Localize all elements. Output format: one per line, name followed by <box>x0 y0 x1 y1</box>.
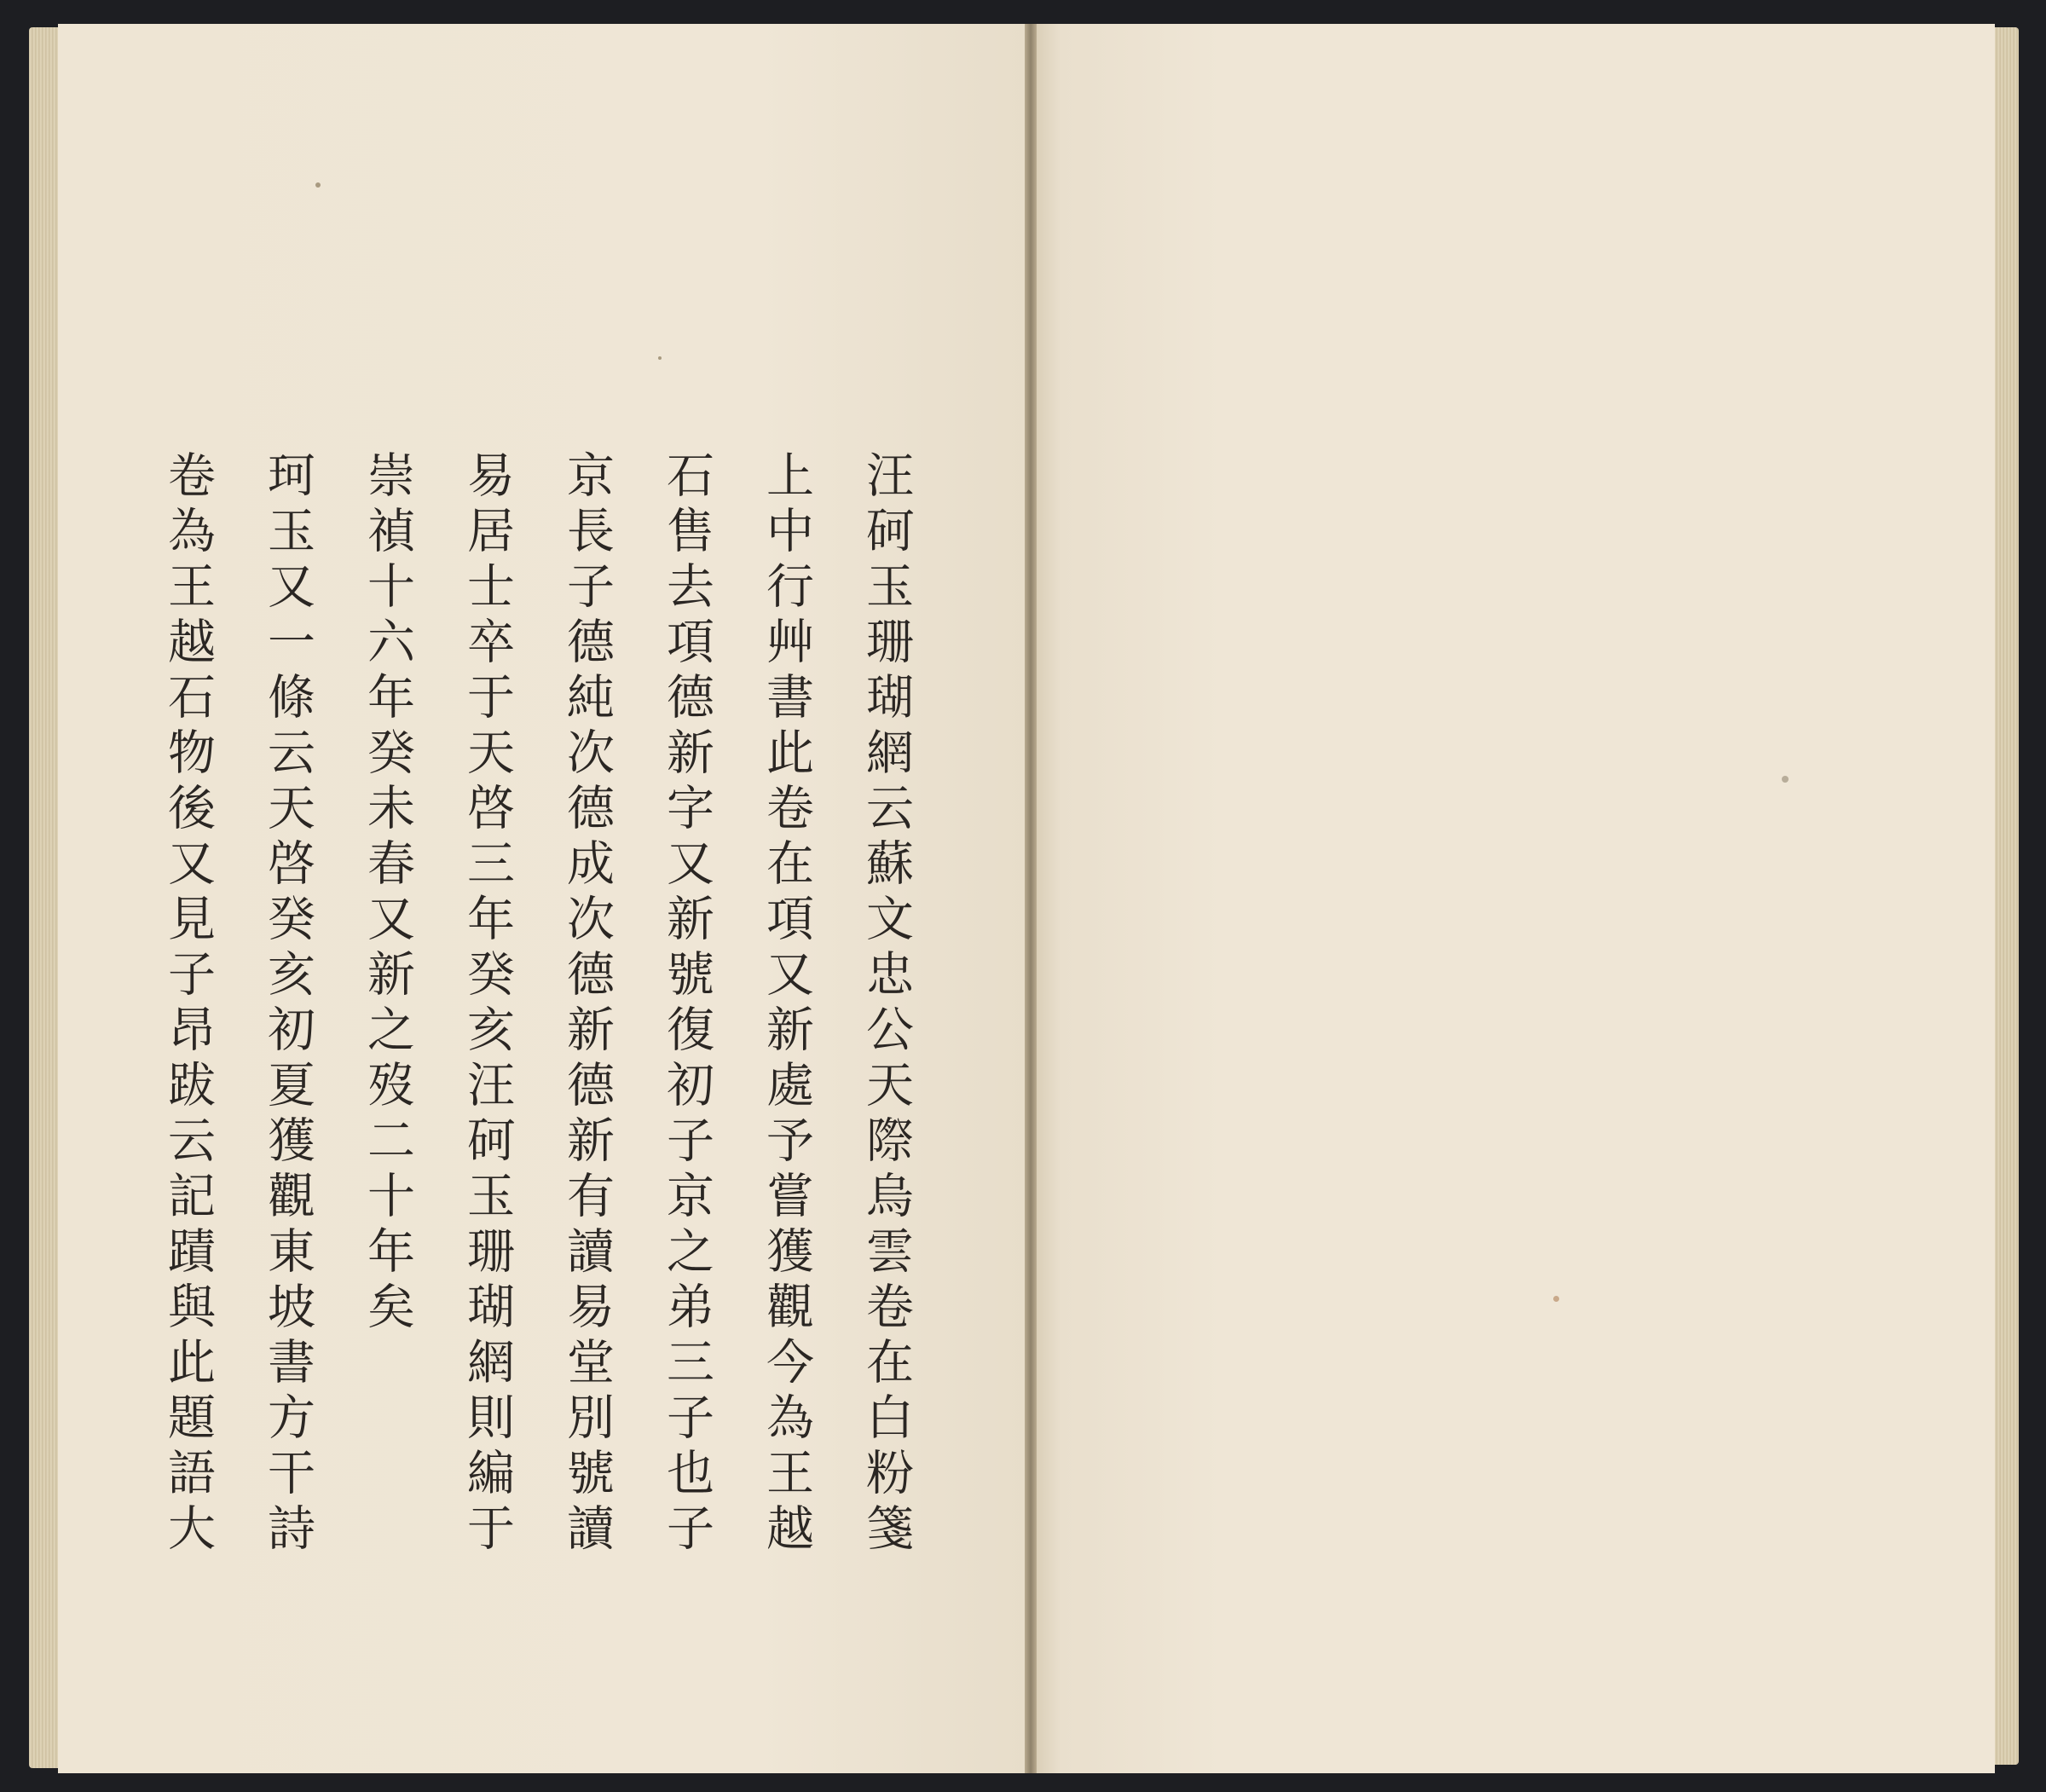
open-book <box>29 24 2019 1773</box>
text-column: 京長子德純次德成次德新德新有讀易堂別號讀 <box>559 450 615 1558</box>
left-page <box>58 24 1057 1773</box>
paper-speck <box>658 356 662 360</box>
paper-speck <box>1553 1296 1559 1302</box>
text-column: 珂玉又一條云天啓癸亥初夏獲觀東坡書方干詩 <box>260 450 315 1558</box>
book-gutter <box>1025 24 1037 1773</box>
text-column: 易居士卒于天啓三年癸亥汪砢玉珊瑚網則編于 <box>459 450 515 1558</box>
right-page <box>1032 24 1995 1773</box>
text-column: 卷為王越石物後又見子昂跋云記蹟與此題語大 <box>160 450 216 1558</box>
right-page-edges <box>1993 27 2019 1765</box>
text-column: 石售去項德新字又新號復初子京之弟三子也子 <box>659 450 714 1558</box>
left-page-edges <box>29 27 61 1768</box>
vertical-text-block <box>152 450 936 1644</box>
paper-speck <box>315 182 321 188</box>
text-column: 崇禎十六年癸未春又新之歿二十年矣 <box>360 450 415 1337</box>
text-column: 上中行艸書此卷在項又新處予嘗獲觀今為王越 <box>759 450 814 1558</box>
paper-speck <box>1782 776 1789 783</box>
text-column: 汪砢玉珊瑚網云蘇文忠公天際烏雲卷在白粉箋 <box>858 450 914 1558</box>
